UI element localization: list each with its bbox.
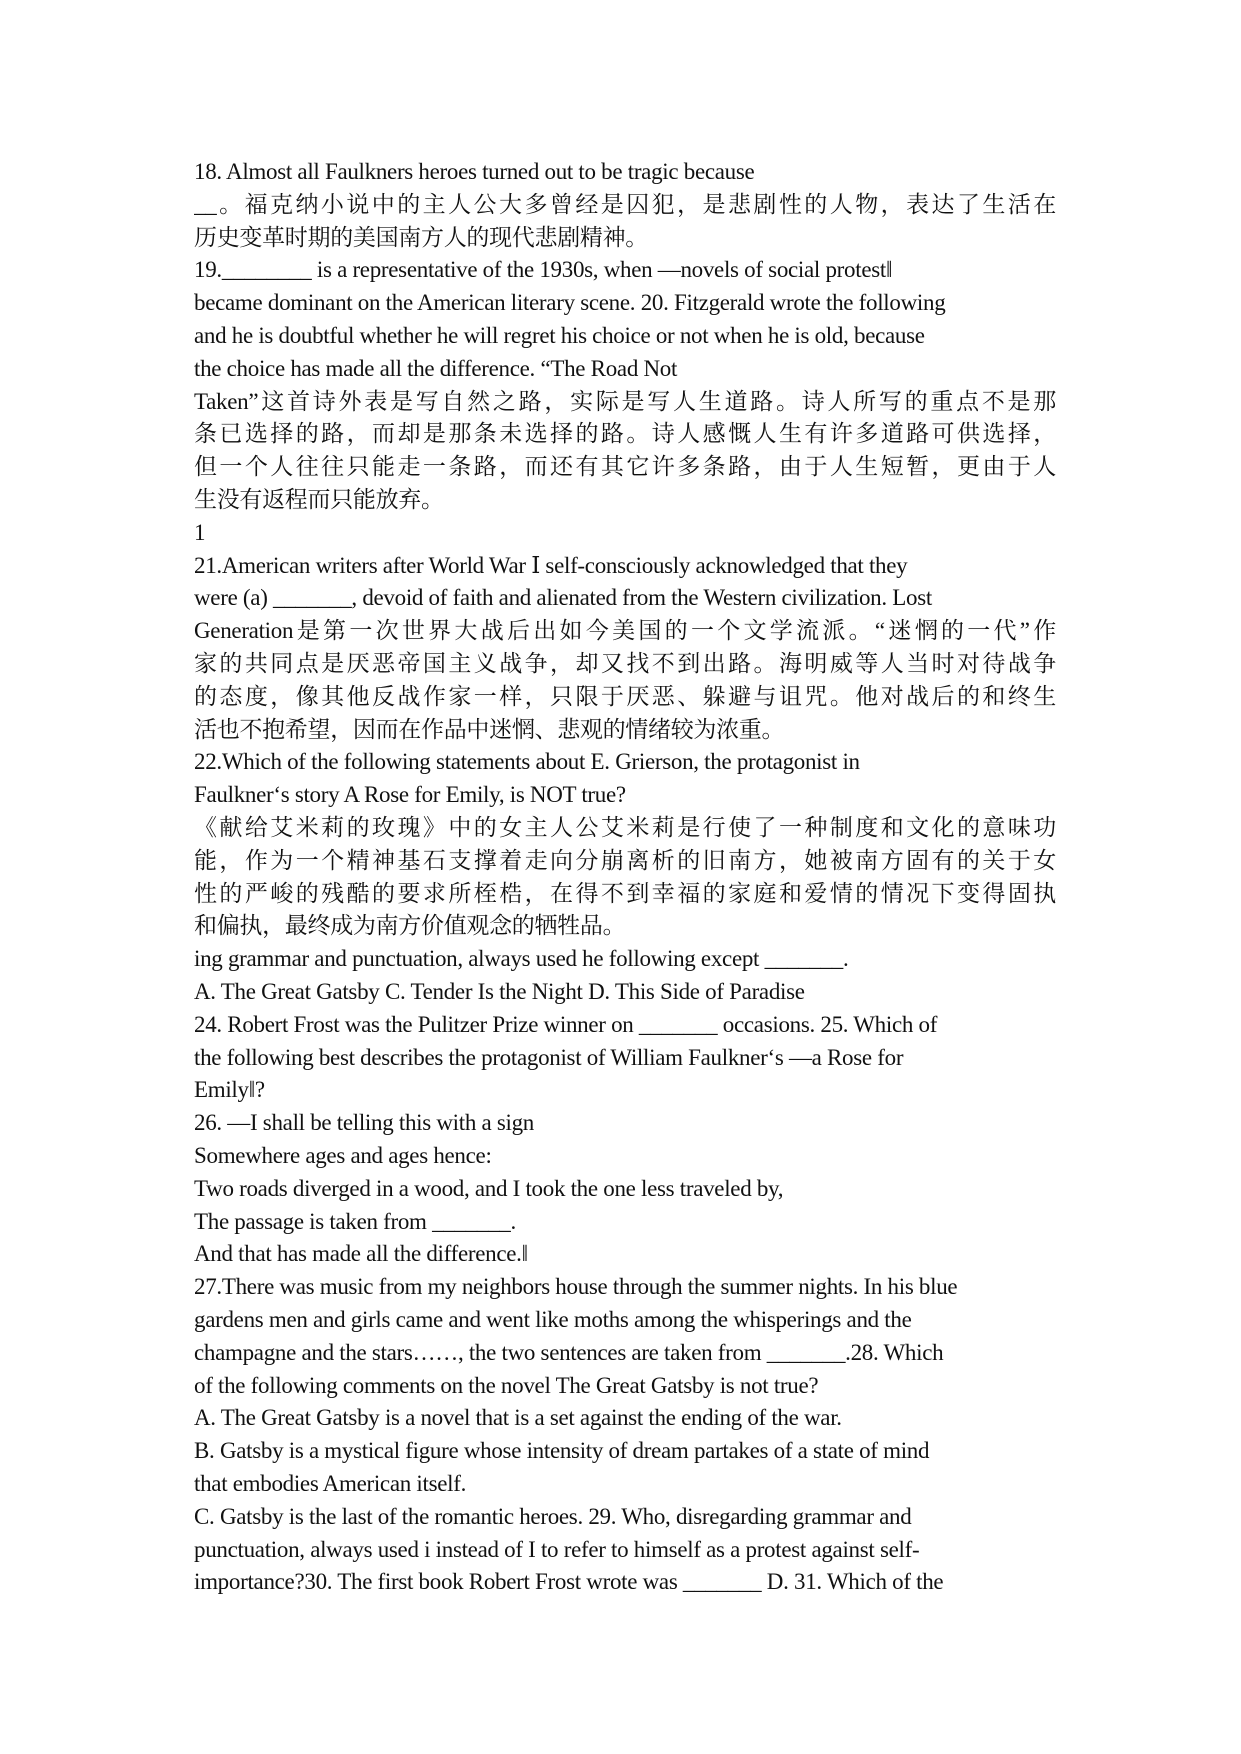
text-line: 24. Robert Frost was the Pulitzer Prize winner on _______ occasions. 25. Which of <box>194 1012 938 1037</box>
text-line: 能，作为一个精神基石支撑着走向分崩离析的旧南方，她被南方固有的关于女 <box>194 848 1056 873</box>
text-line: 21.American writers after World War Ⅰ self-consciously acknowledged that they <box>194 553 908 578</box>
text-line: 27.There was music from my neighbors house through the summer nights. In his blue <box>194 1274 958 1299</box>
text-line: champagne and the stars……, the two sentences are taken from _______.28. Which <box>194 1340 944 1365</box>
text-line: that embodies American itself. <box>194 1471 467 1496</box>
text-line: The passage is taken from _______. <box>194 1209 516 1234</box>
text-line: Generation是第一次世界大战后出如今美国的一个文学流派。“迷惘的一代”作 <box>194 618 1056 643</box>
text-line: Somewhere ages and ages hence: <box>194 1143 492 1168</box>
text-line: 活也不抱希望，因而在作品中迷惘、悲观的情绪较为浓重。 <box>194 717 785 742</box>
text-line: Taken”这首诗外表是写自然之路，实际是写人生道路。诗人所写的重点不是那 <box>194 389 1056 414</box>
text-line: of the following comments on the novel The Great Gatsby is not true? <box>194 1373 819 1398</box>
text-line: and he is doubtful whether he will regret his choice or not when he is old, because <box>194 323 925 348</box>
text-line: 和偏执，最终成为南方价值观念的牺牲品。 <box>194 913 626 938</box>
text-line: became dominant on the American literary scene. 20. Fitzgerald wrote the following <box>194 290 946 315</box>
text-line: 但一个人往往只能走一条路，而还有其它许多条路，由于人生短暂，更由于人 <box>194 454 1056 479</box>
text-line: the following best describes the protagonist of William Faulkner‘s —a Rose for <box>194 1045 904 1070</box>
text-line: 26. —I shall be telling this with a sign <box>194 1110 534 1135</box>
text-line: the choice has made all the difference. “The Road Not <box>194 356 678 381</box>
text-line: 《献给艾米莉的玫瑰》中的女主人公艾米莉是行使了一种制度和文化的意味功 <box>194 815 1056 840</box>
text-line: 条已选择的路，而却是那条未选择的路。诗人感慨人生有许多道路可供选择， <box>194 421 1056 446</box>
text-line: gardens men and girls came and went like moths among the whisperings and the <box>194 1307 912 1332</box>
text-line: 家的共同点是厌恶帝国主义战争，却又找不到出路。海明威等人当时对待战争 <box>194 651 1056 676</box>
text-line: And that has made all the difference.‖ <box>194 1241 528 1266</box>
text-line: A. The Great Gatsby is a novel that is a set against the ending of the war. <box>194 1405 842 1430</box>
text-line: were (a) _______, devoid of faith and alienated from the Western civilization. Lost <box>194 585 932 610</box>
text-line: ing grammar and punctuation, always used he following except _______. <box>194 946 849 971</box>
page-number: 1 <box>194 520 206 545</box>
text-line: Faulkner‘s story A Rose for Emily, is NOT true? <box>194 782 626 807</box>
text-line: 18. Almost all Faulkners heroes turned out to be tragic because <box>194 159 755 184</box>
text-line: A. The Great Gatsby C. Tender Is the Night D. This Side of Paradise <box>194 979 805 1004</box>
text-line: 生没有返程而只能放弃。 <box>194 487 444 512</box>
text-line: __。福克纳小说中的主人公大多曾经是囚犯，是悲剧性的人物，表达了生活在 <box>194 192 1056 217</box>
text-line: Emily‖? <box>194 1077 265 1102</box>
text-line: 19.________ is a representative of the 1930s, when —novels of social protest‖ <box>194 257 893 282</box>
text-line: 性的严峻的残酷的要求所桎梏，在得不到幸福的家庭和爱情的情况下变得固执 <box>194 881 1056 906</box>
text-line: 的态度，像其他反战作家一样，只限于厌恶、躲避与诅咒。他对战后的和终生 <box>194 684 1056 709</box>
text-line: 历史变革时期的美国南方人的现代悲剧精神。 <box>194 225 649 250</box>
text-line: Two roads diverged in a wood, and I took the one less traveled by, <box>194 1176 784 1201</box>
text-line: B. Gatsby is a mystical figure whose intensity of dream partakes of a state of mind <box>194 1438 930 1463</box>
text-line: punctuation, always used i instead of I to refer to himself as a protest against self- <box>194 1537 920 1562</box>
text-line: C. Gatsby is the last of the romantic heroes. 29. Who, disregarding grammar and <box>194 1504 912 1529</box>
text-line: 22.Which of the following statements about E. Grierson, the protagonist in <box>194 749 860 774</box>
text-line: importance?30. The first book Robert Frost wrote was _______ D. 31. Which of the <box>194 1569 944 1594</box>
